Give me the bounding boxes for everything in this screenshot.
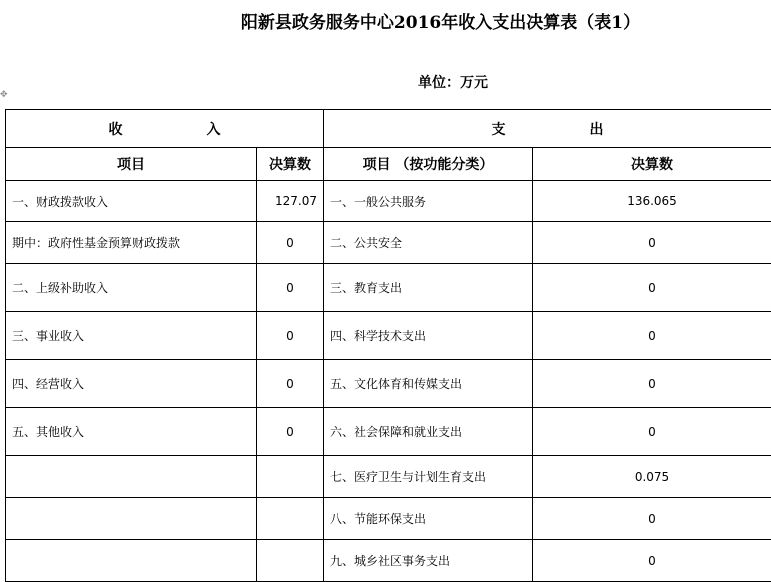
income-amount-cell [257, 540, 324, 582]
income-amount-cell: 127.07 [257, 181, 324, 222]
expense-item-cell: 四、科学技术支出 [324, 312, 533, 360]
expense-item-cell: 九、城乡社区事务支出 [324, 540, 533, 582]
expense-item-cell: 八、节能环保支出 [324, 498, 533, 540]
col-item-func-header: 项目 （按功能分类） [324, 148, 533, 181]
table-row [6, 360, 771, 408]
expense-item-cell: 六、社会保障和就业支出 [324, 408, 533, 456]
expense-item-cell: 七、医疗卫生与计划生育支出 [324, 456, 533, 498]
page-title: 阳新县政务服务中心2016年收入支出决算表（表1） [0, 8, 771, 33]
expense-amount-cell: 0 [533, 360, 771, 408]
table-row [6, 408, 771, 456]
income-item-cell: 二、上级补助收入 [6, 264, 257, 312]
budget-table [5, 109, 771, 582]
income-amount-cell: 0 [257, 408, 324, 456]
income-header: 收 入 [6, 110, 324, 148]
table-row [6, 181, 771, 222]
income-item-cell [6, 540, 257, 582]
expense-amount-cell: 0 [533, 264, 771, 312]
expense-amount-cell: 136.065 [533, 181, 771, 222]
income-item-cell: 五、其他收入 [6, 408, 257, 456]
income-amount-cell: 0 [257, 222, 324, 264]
expense-item-cell: 一、一般公共服务 [324, 181, 533, 222]
table-row [6, 312, 771, 360]
col-item-header: 项目 [6, 148, 257, 181]
income-item-cell [6, 456, 257, 498]
expense-amount-cell: 0 [533, 540, 771, 582]
expense-amount-cell: 0 [533, 498, 771, 540]
expense-amount-cell: 0 [533, 312, 771, 360]
income-item-cell: 四、经营收入 [6, 360, 257, 408]
table-row [6, 222, 771, 264]
expense-amount-cell: 0 [533, 222, 771, 264]
expense-item-cell: 五、文化体育和传媒支出 [324, 360, 533, 408]
income-amount-cell: 0 [257, 312, 324, 360]
expense-header: 支 出 [324, 110, 771, 148]
table-row [6, 264, 771, 312]
col-amount2-header: 决算数 [533, 148, 771, 181]
expense-amount-cell: 0.075 [533, 456, 771, 498]
income-amount-cell: 0 [257, 264, 324, 312]
expense-item-cell: 二、公共安全 [324, 222, 533, 264]
table-row [6, 540, 771, 582]
income-item-cell: 期中：政府性基金预算财政拨款 [6, 222, 257, 264]
income-amount-cell [257, 456, 324, 498]
income-amount-cell [257, 498, 324, 540]
income-amount-cell: 0 [257, 360, 324, 408]
income-item-cell [6, 498, 257, 540]
table-row [6, 456, 771, 498]
col-amount-header: 决算数 [257, 148, 324, 181]
income-item-cell: 一、财政拨款收入 [6, 181, 257, 222]
expense-item-cell: 三、教育支出 [324, 264, 533, 312]
table-row [6, 498, 771, 540]
unit-label: 单位：万元 [418, 72, 488, 92]
table-anchor-icon[interactable]: ✥ [0, 92, 7, 99]
income-item-cell: 三、事业收入 [6, 312, 257, 360]
column-header-row [6, 148, 771, 181]
expense-amount-cell: 0 [533, 408, 771, 456]
section-header-row [6, 110, 771, 148]
